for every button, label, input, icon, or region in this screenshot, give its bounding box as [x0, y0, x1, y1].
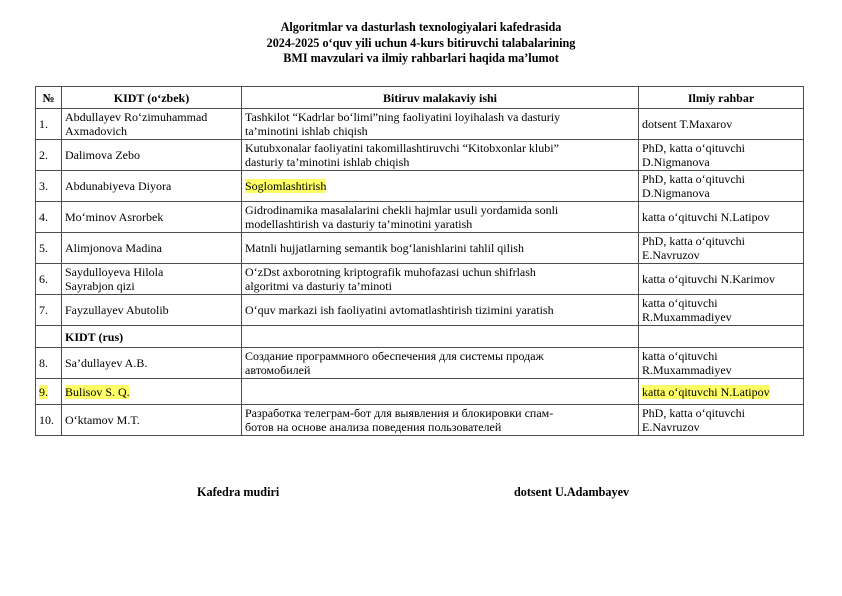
table-row — [36, 233, 804, 264]
document-header — [0, 20, 842, 67]
advisor: katta o‘qituvchi N.Latipov — [639, 379, 804, 405]
thesis-topic: O‘zDst axborotning kriptografik muhofazasi uchun shifrlash algoritmi va dasturiy ta’minoti — [242, 264, 639, 295]
topics-table — [35, 86, 804, 436]
table-row — [36, 171, 804, 202]
group-empty-cell — [639, 326, 804, 348]
thesis-topic: Matnli hujjatlarning semantik bog‘lanishlarini tahlil qilish — [242, 233, 639, 264]
student-name: Abdullayev Ro‘zimuhammad Axmadovich — [62, 109, 242, 140]
advisor: katta o‘qituvchi N.Karimov — [639, 264, 804, 295]
row-number: 6. — [36, 264, 62, 295]
col-header-number: № — [36, 87, 62, 109]
header-line-1: Algoritmlar va dasturlash texnologiyalari kafedrasida — [280, 20, 562, 34]
thesis-topic: Gidrodinamika masalalarini chekli hajmlar usuli yordamida sonli modellashtirish va dasturiy ta’minotini yaratish — [242, 202, 639, 233]
advisor: katta o‘qituvchi N.Latipov — [639, 202, 804, 233]
thesis-topic: Разработка телеграм-бот для выявления и блокировки спам- ботов на основе анализа поведения пользователей — [242, 405, 639, 436]
table-row — [36, 109, 804, 140]
footer-department-head-name: dotsent U.Adambayev — [514, 485, 630, 499]
row-number: 2. — [36, 140, 62, 171]
student-name: Dalimova Zebo — [62, 140, 242, 171]
group-label: KIDT (rus) — [62, 326, 242, 348]
advisor: PhD, katta o‘qituvchi E.Navruzov — [639, 405, 804, 436]
student-name: Alimjonova Madina — [62, 233, 242, 264]
student-name: Fayzullayev Abutolib — [62, 295, 242, 326]
thesis-topic: O‘quv markazi ish faoliyatini avtomatlashtirish tizimini yaratish — [242, 295, 639, 326]
student-name: Sa’dullayev A.B. — [62, 348, 242, 379]
col-header-student: KIDT (o‘zbek) — [62, 87, 242, 109]
advisor: PhD, katta o‘qituvchi D.Nigmanova — [639, 140, 804, 171]
row-number: 8. — [36, 348, 62, 379]
table-row — [36, 295, 804, 326]
table-header-row — [36, 87, 804, 109]
highlighted-topic: Soglomlashtirish — [245, 179, 327, 193]
table-row — [36, 264, 804, 295]
student-name: Saydulloyeva Hilola Sayrabjon qizi — [62, 264, 242, 295]
row-number: 3. — [36, 171, 62, 202]
table-row — [36, 140, 804, 171]
col-header-topic: Bitiruv malakaviy ishi — [242, 87, 639, 109]
table-row-highlighted — [36, 379, 804, 405]
group-number-cell — [36, 326, 62, 348]
advisor: katta o‘qituvchi R.Muxammadiyev — [639, 295, 804, 326]
row-number: 1. — [36, 109, 62, 140]
header-line-3: BMI mavzulari va ilmiy rahbarlari haqida ma’lumot — [283, 51, 559, 65]
thesis-topic: Создание программного обеспечения для системы продаж автомобилей — [242, 348, 639, 379]
advisor: PhD, katta o‘qituvchi E.Navruzov — [639, 233, 804, 264]
thesis-topic — [242, 379, 639, 405]
footer-department-head-label: Kafedra mudiri — [197, 485, 280, 499]
row-number: 4. — [36, 202, 62, 233]
table-row — [36, 202, 804, 233]
thesis-topic — [242, 171, 639, 202]
advisor: dotsent T.Maxarov — [639, 109, 804, 140]
group-header-row — [36, 326, 804, 348]
header-line-2: 2024-2025 o‘quv yili uchun 4-kurs bitiruvchi talabalarining — [266, 35, 576, 50]
table-row — [36, 405, 804, 436]
row-number: 5. — [36, 233, 62, 264]
student-name: Mo‘minov Asrorbek — [62, 202, 242, 233]
thesis-topic: Tashkilot “Kadrlar bo‘limi”ning faoliyatini loyihalash va dasturiy ta’minotini ishlab chiqish — [242, 109, 639, 140]
row-number: 10. — [36, 405, 62, 436]
table-row — [36, 348, 804, 379]
student-name: Bulisov S. Q. — [62, 379, 242, 405]
col-header-advisor: Ilmiy rahbar — [639, 87, 804, 109]
student-name: Abdunabiyeva Diyora — [62, 171, 242, 202]
thesis-topic: Kutubxonalar faoliyatini takomillashtiruvchi “Kitobxonlar klubi” dasturiy ta’minotini ishlab chiqish — [242, 140, 639, 171]
group-empty-cell — [242, 326, 639, 348]
advisor: PhD, katta o‘qituvchi D.Nigmanova — [639, 171, 804, 202]
row-number: 7. — [36, 295, 62, 326]
advisor: katta o‘qituvchi R.Muxammadiyev — [639, 348, 804, 379]
row-number: 9. — [36, 379, 62, 405]
student-name: O‘ktamov M.T. — [62, 405, 242, 436]
